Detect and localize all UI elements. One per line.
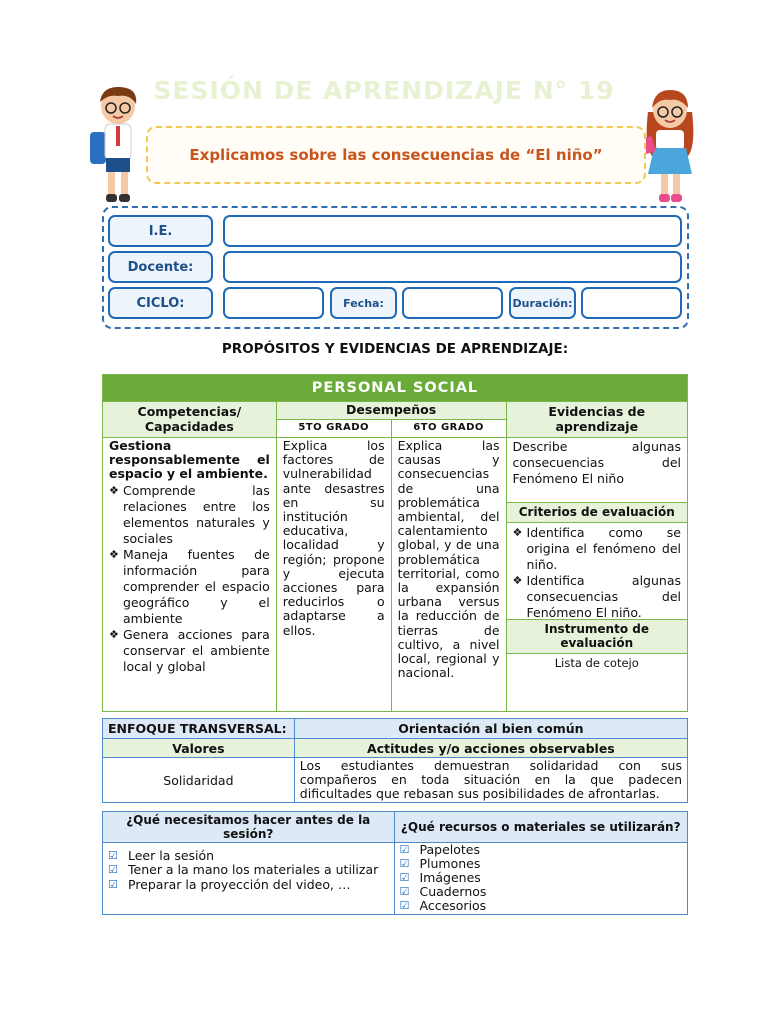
list-item: ☑ Preparar la proyección del video, … [108, 877, 351, 892]
list-item: ❖ Identifica algunas consecuencias del Fenómeno El niño. [512, 572, 681, 620]
ciclo-field[interactable] [223, 287, 324, 319]
duracion-label: Duración: [509, 287, 576, 319]
antes-header: ¿Qué necesitamos hacer antes de la sesión? [103, 812, 395, 843]
area-header: PERSONAL SOCIAL [103, 375, 688, 402]
enfoque-label: ENFOQUE TRANSVERSAL: [103, 719, 295, 739]
competencias-cell [103, 438, 277, 712]
checkbox-icon: ☑ [108, 849, 118, 862]
grade-5-header: 5TO GRADO [276, 420, 391, 438]
fecha-label: Fecha: [330, 287, 397, 319]
list-item: ☑ Tener a la mano los materiales a utilizar [108, 862, 379, 877]
list-item: ☑ Plumones [399, 856, 481, 871]
valor-text: Solidaridad [103, 758, 295, 803]
antes-list [103, 843, 395, 915]
list-item: ☑ Imágenes [399, 870, 481, 885]
session-subtitle: Explicamos sobre las consecuencias de “El niño” [146, 126, 646, 184]
ie-field[interactable] [223, 215, 682, 247]
desempeno-6-cell: Explica las causas y consecuencias de una problemática ambiental, del calentamiento global, y de una problemática territorial, como la expansión urbana versus la reducción de tierras de cultivo, a nivel local, regional y nacional. [391, 438, 506, 712]
evidencia-text: Describe algunas consecuencias del Fenómeno El niño [512, 439, 681, 486]
checkbox-icon: ☑ [399, 885, 410, 898]
checkbox-icon: ☑ [399, 871, 410, 884]
docente-field[interactable] [223, 251, 682, 283]
recursos-header: ¿Qué recursos o materiales se utilizarán? [394, 812, 688, 843]
orientacion-text: Orientación al bien común [294, 719, 687, 739]
checkbox-icon: ☑ [108, 878, 118, 891]
diamond-bullet-icon: ❖ [109, 484, 119, 497]
actitudes-header: Actitudes y/o acciones observables [294, 739, 687, 758]
checkbox-icon: ☑ [399, 857, 410, 870]
diamond-bullet-icon: ❖ [512, 573, 523, 587]
list-item: ❖ Identifica como se origina el fenómeno del niño. [512, 524, 681, 572]
instrumento-header: Instrumento de evaluación [507, 619, 687, 654]
session-title: SESIÓN DE APRENDIZAJE N° 19 [153, 76, 615, 105]
list-item: ☑ Papelotes [399, 842, 480, 857]
boy-student-icon [88, 84, 148, 206]
section-heading: PROPÓSITOS Y EVIDENCIAS DE APRENDIZAJE: [221, 341, 569, 357]
instrumento-text: Lista de cotejo [554, 655, 639, 670]
enfoque-table [102, 718, 688, 803]
list-item: ❖ Comprende las relaciones entre los elementos naturales y sociales [109, 483, 270, 546]
competencias-header: Competencias/ Capacidades [103, 402, 277, 438]
recursos-list [394, 843, 688, 915]
list-item: ❖ Maneja fuentes de información para comprender el espacio geográfico y el ambiente [109, 547, 270, 626]
evidencias-header: Evidencias de aprendizaje [506, 402, 687, 438]
list-item: ☑ Cuadernos [399, 884, 487, 899]
ciclo-label: CICLO: [108, 287, 213, 319]
list-item: ❖ Genera acciones para conservar el ambiente local y global [109, 627, 270, 674]
fecha-field[interactable] [402, 287, 503, 319]
list-item: ☑ Accesorios [399, 898, 487, 913]
duracion-field[interactable] [581, 287, 682, 319]
desempenos-header: Desempeños [276, 402, 506, 420]
competencia-text: Gestiona responsablemente el espacio y el ambiente. [109, 438, 270, 481]
list-item: ☑ Leer la sesión [108, 848, 215, 863]
docente-label: Docente: [108, 251, 213, 283]
grade-6-header: 6TO GRADO [391, 420, 506, 438]
evidencias-cell [506, 438, 687, 712]
diamond-bullet-icon: ❖ [109, 548, 119, 561]
ie-label: I.E. [108, 215, 213, 247]
checkbox-icon: ☑ [399, 899, 410, 912]
valores-header: Valores [103, 739, 295, 758]
criterios-header: Criterios de evaluación [507, 502, 687, 523]
checkbox-icon: ☑ [108, 863, 118, 876]
diamond-bullet-icon: ❖ [109, 628, 119, 641]
actitud-text: Los estudiantes demuestran solidaridad con sus compañeros en toda situación en la que padecen dificultades que rebasan sus posibilidades de afrontarlas. [294, 758, 687, 803]
diamond-bullet-icon: ❖ [512, 525, 523, 539]
preparacion-table [102, 811, 688, 915]
checkbox-icon: ☑ [399, 843, 410, 856]
personal-social-table [102, 374, 688, 712]
criterios-list [507, 523, 687, 619]
desempeno-5-cell: Explica los factores de vulnerabilidad ante desastres en su institución educativa, localidad y región; propone y ejecuta acciones para reducirlos o adaptarse a ellos. [276, 438, 391, 712]
